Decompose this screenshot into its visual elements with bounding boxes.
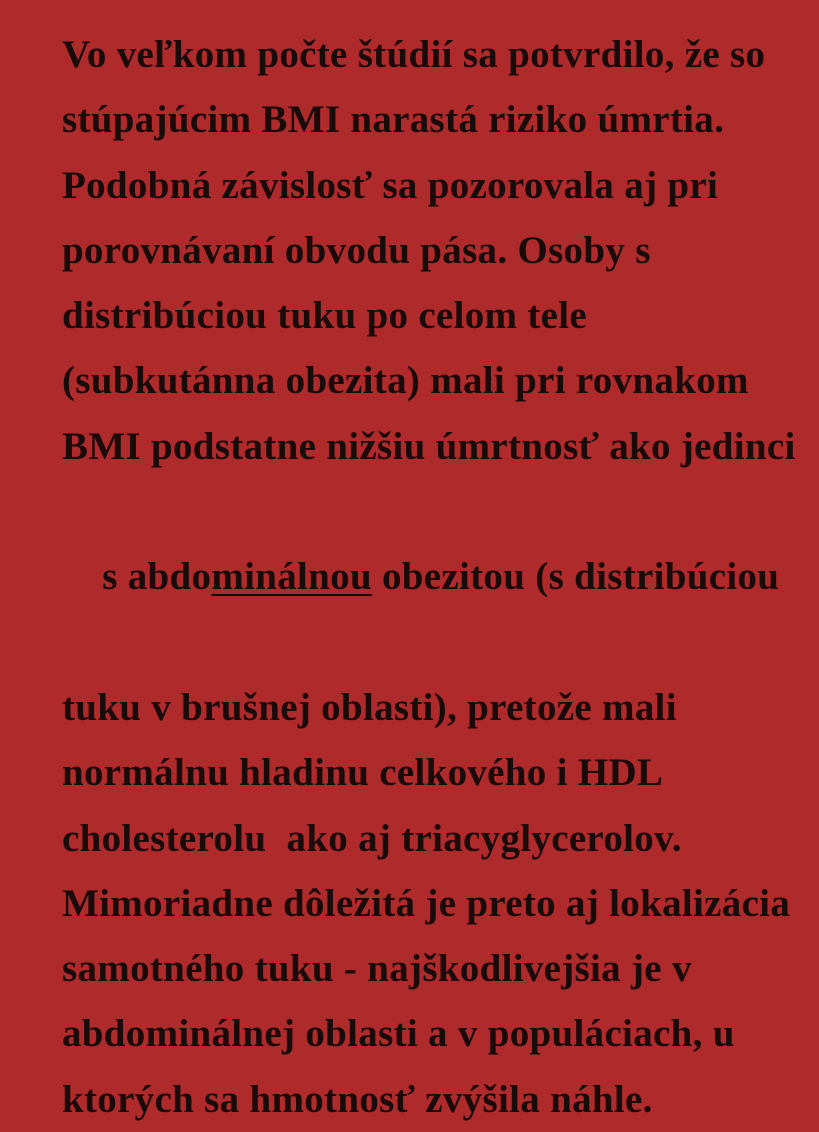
line-8-prefix: s abdo (102, 555, 212, 599)
paragraph-line-8 (62, 479, 779, 675)
paragraph-line-2: stúpajúcim BMI narastá riziko úmrtia. (62, 98, 725, 142)
paragraph-line-6: (subkutánna obezita) mali pri rovnakom (62, 359, 749, 403)
paragraph-line-10: normálnu hladinu celkového i HDL (62, 751, 664, 795)
line-8-suffix: obezitou (s distribúciou (371, 555, 780, 599)
paragraph-line-13: samotného tuku - najškodlivejšia je v (62, 947, 692, 991)
paragraph-line-11: cholesterolu ako aj triacyglycerolov. (62, 816, 682, 860)
paragraph-line-1: Vo veľkom počte štúdií sa potvrdilo, že so (62, 33, 766, 76)
paragraph-line-5: distribúciou tuku po celom tele (62, 294, 587, 338)
paragraph-line-4: porovnávaní obvodu pása. Osoby s (62, 228, 651, 272)
paragraph-line-15: ktorých sa hmotnosť zvýšila náhle. (62, 1077, 653, 1121)
paragraph-line-9: tuku v brušnej oblasti), pretože mali (62, 685, 677, 729)
paragraph-line-12: Mimoriadne dôležitá je preto aj lokalizácia (62, 881, 791, 925)
paragraph-line-14: abdominálnej oblasti a v populáciach, u (62, 1012, 735, 1056)
paragraph-line-3: Podobná závislosť sa pozorovala aj pri (62, 163, 719, 207)
paragraph-line-7: BMI podstatne nižšiu úmrtnosť ako jedinci (62, 424, 796, 468)
underlined-text: minálnou (211, 555, 372, 599)
